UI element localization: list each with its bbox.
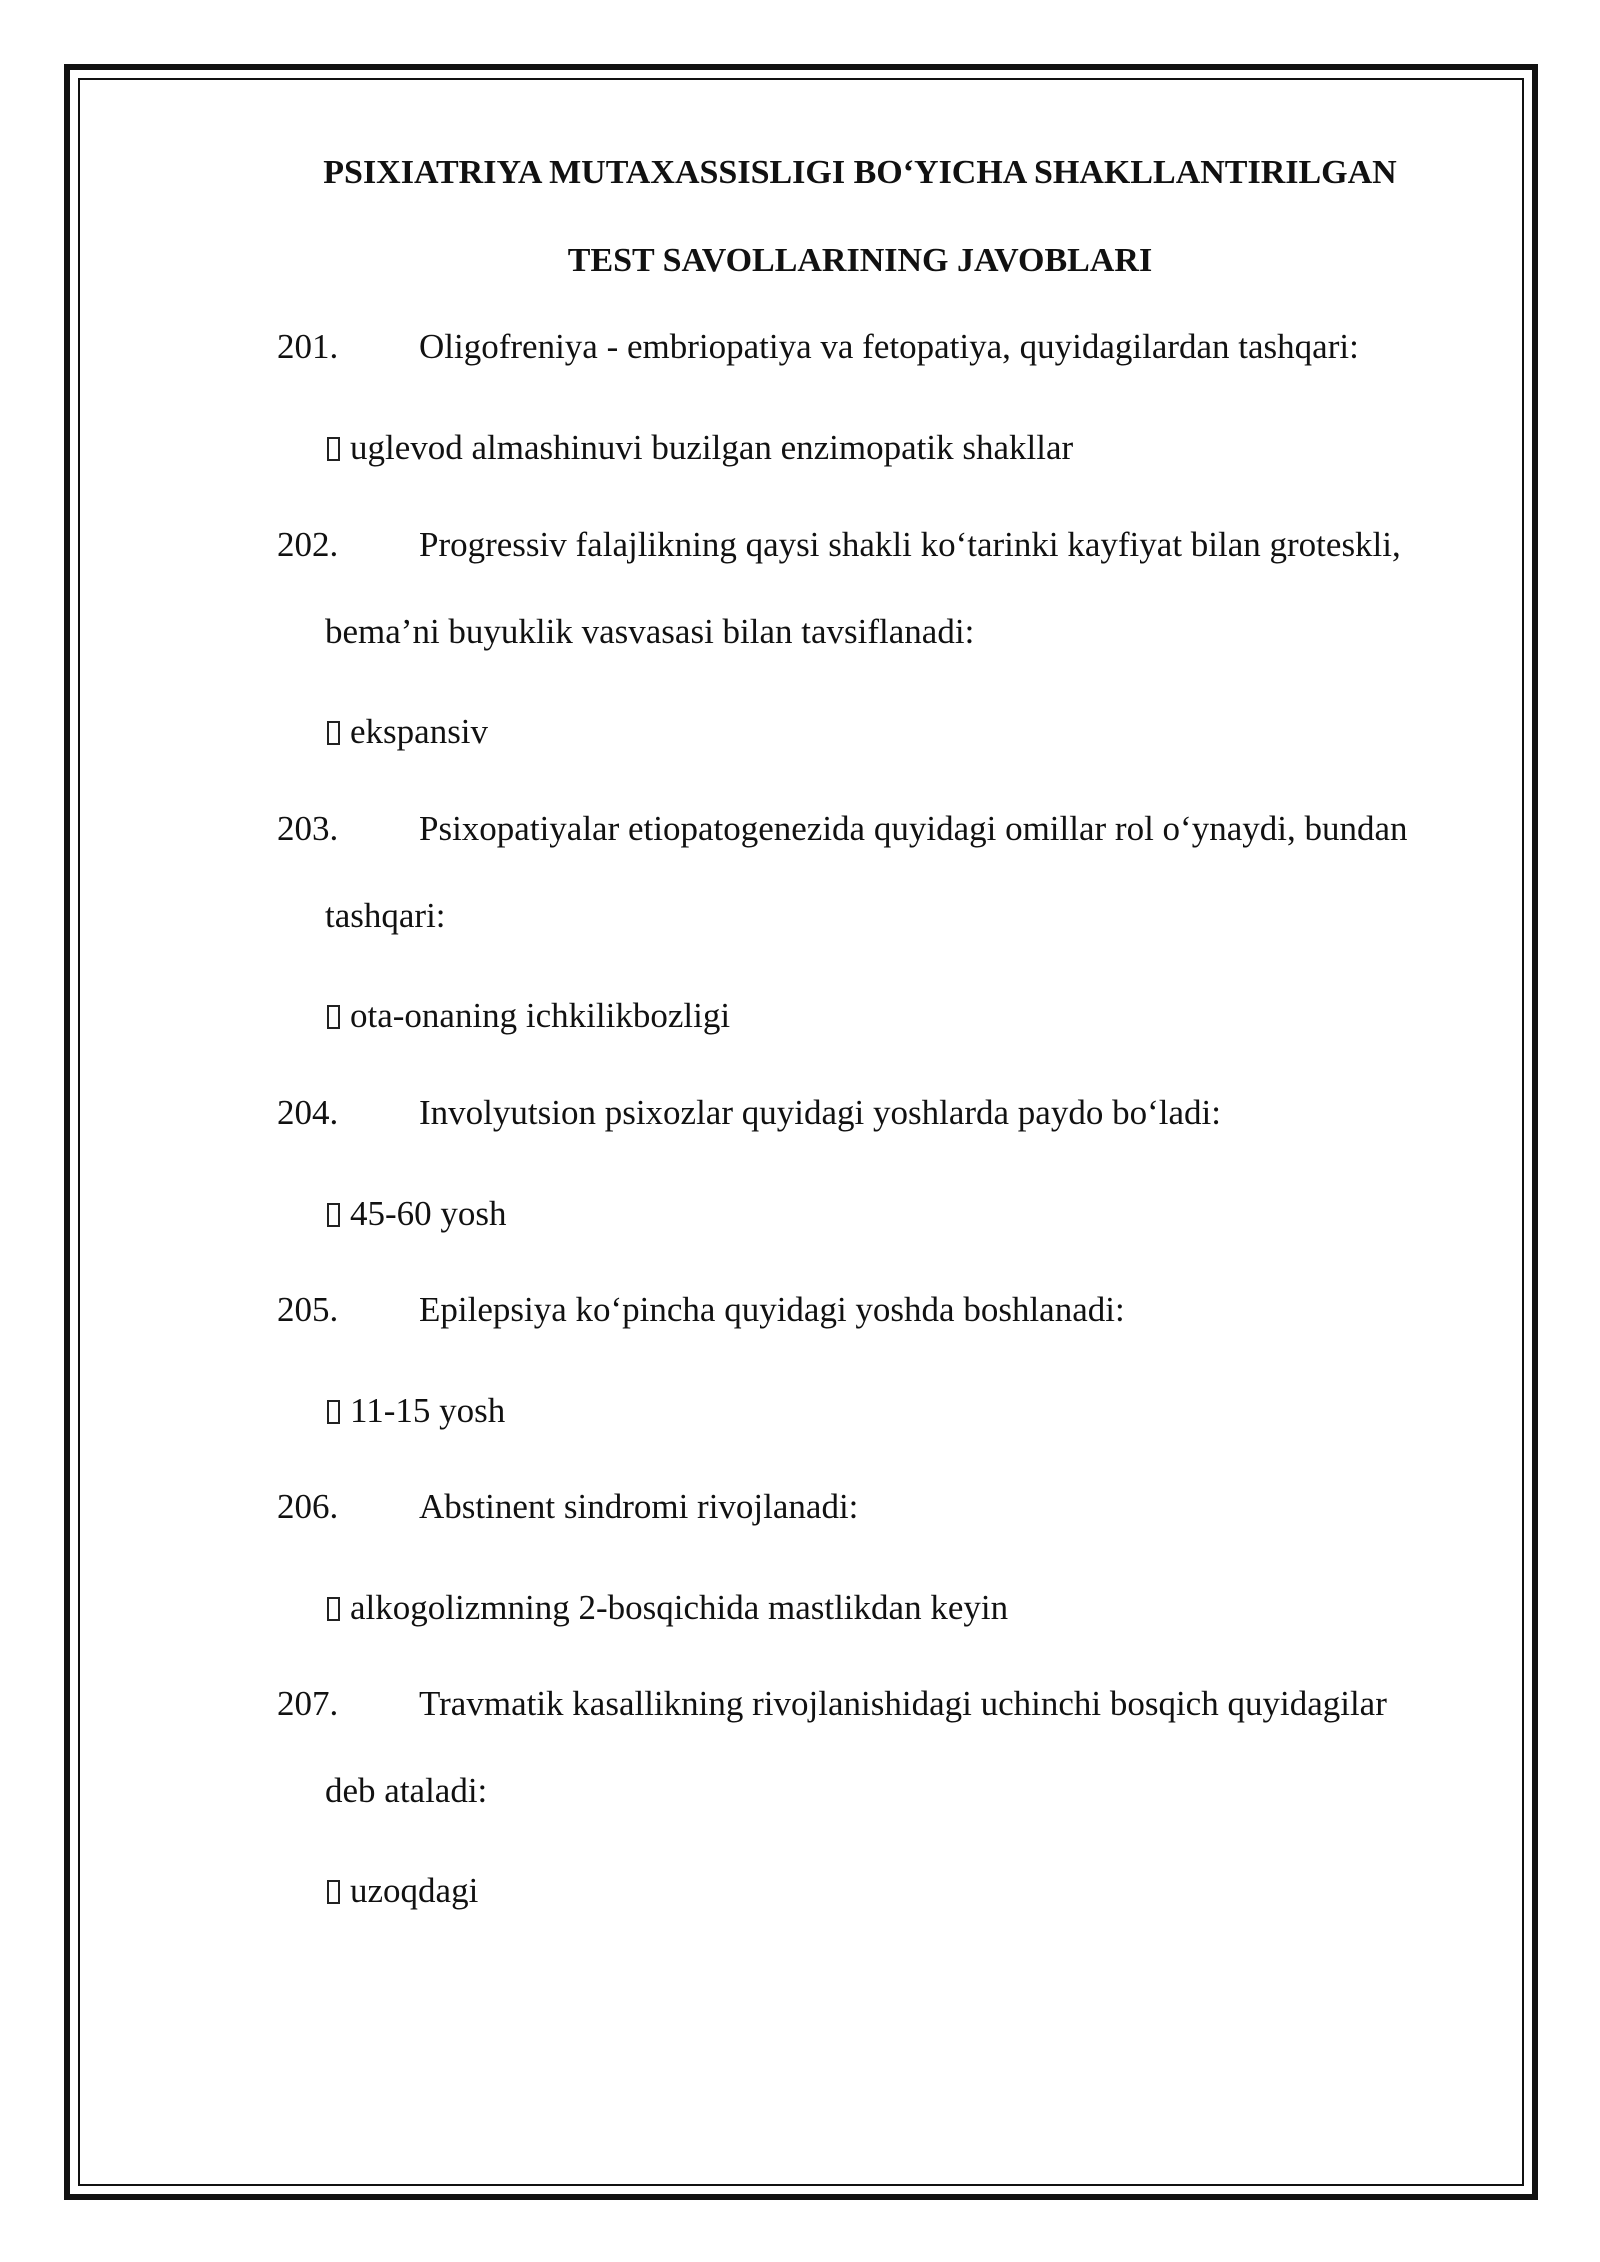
answer-text: uglevod almashinuvi buzilgan enzimopatik shakllar — [350, 428, 1074, 467]
question-text: Oligofreniya - embriopatiya va fetopatiya, quyidagilardan tashqari: — [419, 327, 1359, 366]
question-number: 202. — [277, 525, 339, 564]
answer-text: alkogolizmning 2-bosqichida mastlikdan keyin — [350, 1588, 1009, 1627]
question-text: Involyutsion psixozlar quyidagi yoshlarda paydo bo‘ladi: — [419, 1093, 1221, 1132]
question-number: 206. — [277, 1487, 339, 1526]
question-text: Epilepsiya ko‘pincha quyidagi yoshda boshlanadi: — [419, 1290, 1125, 1329]
answer-201 — [327, 428, 1073, 468]
question-number: 201. — [277, 327, 339, 366]
question-number: 204. — [277, 1093, 339, 1132]
answer-marker-icon — [327, 1203, 340, 1227]
answer-207 — [327, 1871, 478, 1911]
document-title-line-2: TEST SAVOLLARINING JAVOBLARI — [567, 242, 1153, 279]
document-title-line-1: PSIXIATRIYA MUTAXASSISLIGI BO‘YICHA SHAKLLANTIRILGAN — [323, 154, 1397, 191]
answer-205 — [327, 1391, 505, 1431]
question-text-continued: tashqari: — [325, 896, 446, 935]
answer-text: 45-60 yosh — [350, 1194, 507, 1233]
answer-text: ekspansiv — [350, 712, 489, 751]
question-number: 205. — [277, 1290, 339, 1329]
answer-text: uzoqdagi — [350, 1871, 479, 1910]
answer-marker-icon — [327, 1597, 340, 1621]
answer-text: ota-onaning ichkilikbozligi — [350, 996, 731, 1035]
answer-marker-icon — [327, 1880, 340, 1904]
answer-204 — [327, 1194, 507, 1234]
question-text: Travmatik kasallikning rivojlanishidagi uchinchi bosqich quyidagilar — [419, 1684, 1387, 1723]
answer-marker-icon — [327, 721, 340, 745]
answer-marker-icon — [327, 437, 340, 461]
answer-203 — [327, 996, 730, 1036]
question-text: Psixopatiyalar etiopatogenezida quyidagi omillar rol o‘ynaydi, bundan — [419, 809, 1408, 848]
question-text: Progressiv falajlikning qaysi shakli ko‘tarinki kayfiyat bilan groteskli, — [419, 525, 1401, 564]
question-text-continued: bema’ni buyuklik vasvasasi bilan tavsiflanadi: — [325, 612, 975, 651]
question-text: Abstinent sindromi rivojlanadi: — [419, 1487, 859, 1526]
answer-202 — [327, 712, 488, 752]
question-text-continued: deb ataladi: — [325, 1771, 488, 1810]
answer-marker-icon — [327, 1400, 340, 1424]
question-number: 207. — [277, 1684, 339, 1723]
answer-text: 11-15 yosh — [350, 1391, 506, 1430]
answer-206 — [327, 1588, 1008, 1628]
answer-marker-icon — [327, 1005, 340, 1029]
question-number: 203. — [277, 809, 339, 848]
